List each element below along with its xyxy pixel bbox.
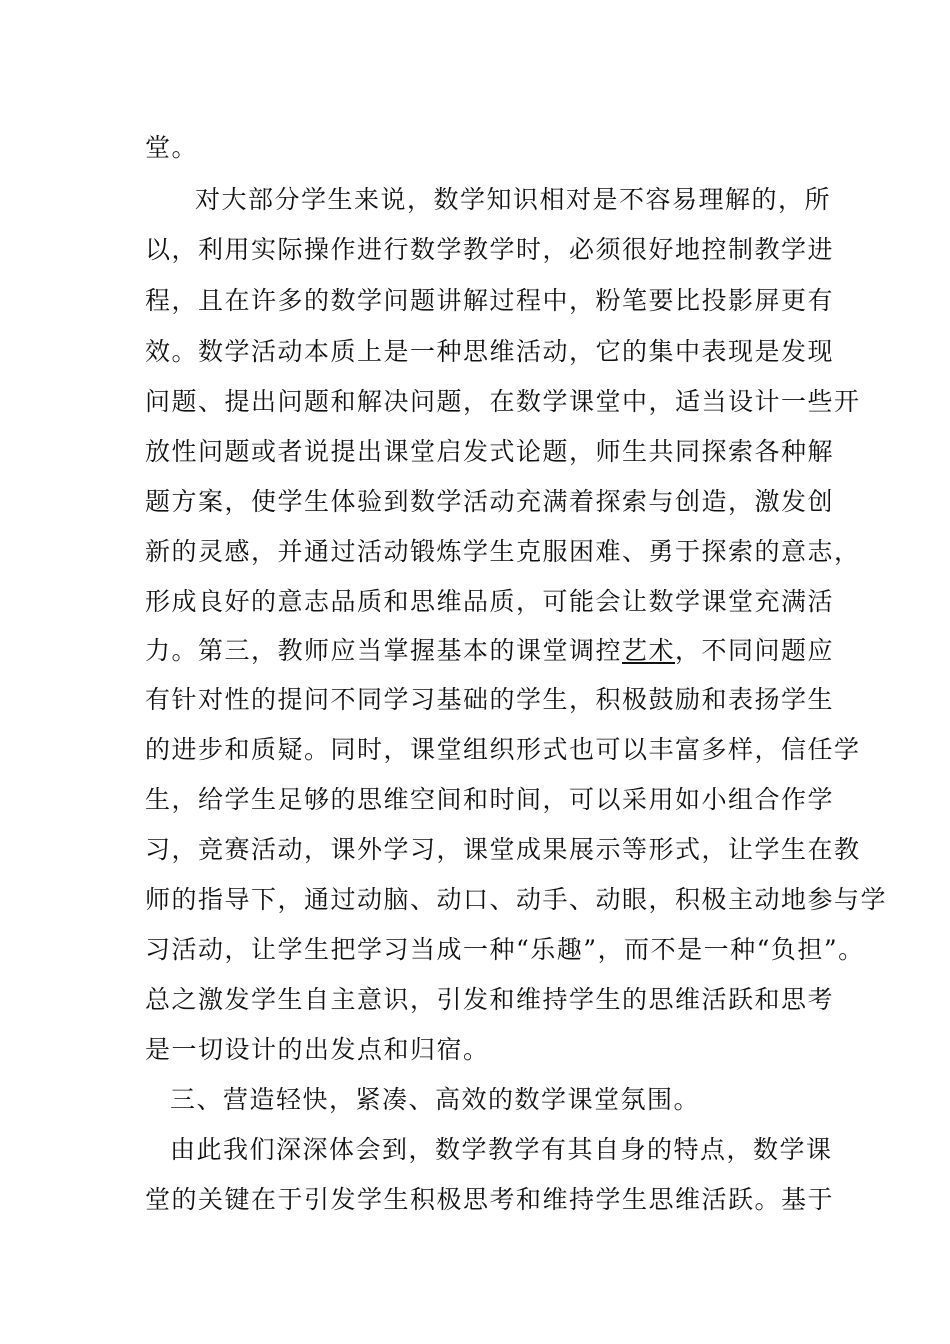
paragraph-line: 对大部分学生来说，数学知识相对是不容易理解的，所: [195, 185, 832, 214]
paragraph-line: 堂的关键在于引发学生积极思考和维持学生思维活跃。基于: [145, 1185, 835, 1214]
paragraph-line: 生，给学生足够的思维空间和时间，可以采用如小组合作学: [145, 785, 835, 814]
paragraph-line: 效。数学活动本质上是一种思维活动，它的集中表现是发现: [145, 337, 835, 366]
paragraph-line: 堂。: [145, 133, 199, 162]
paragraph-line: 放性问题或者说提出课堂启发式论题，师生共同探索各种解: [145, 437, 835, 466]
paragraph-line: 题方案，使学生体验到数学活动充满着探索与创造，激发创: [145, 487, 835, 516]
section-heading: 三、营造轻快，紧凑、高效的数学课堂氛围。: [170, 1085, 701, 1114]
paragraph-line: 的进步和质疑。同时，课堂组织形式也可以丰富多样，信任学: [145, 735, 861, 764]
paragraph-line: 习活动，让学生把学习当成一种“乐趣”，而不是一种“负担”。: [145, 935, 865, 964]
paragraph-line: 问题、提出问题和解决问题，在数学课堂中，适当设计一些开: [145, 387, 861, 416]
paragraph-line: 总之激发学生自主意识，引发和维持学生的思维活跃和思考: [145, 985, 835, 1014]
paragraph-line-with-link: [145, 631, 834, 671]
paragraph-line: 由此我们深深体会到，数学教学有其自身的特点，数学课: [170, 1135, 833, 1164]
line-text-after-link: ，不同问题应: [675, 636, 835, 665]
paragraph-line: 新的灵感，并通过活动锻炼学生克服困难、勇于探索的意志，: [145, 537, 861, 566]
paragraph-line: 习，竞赛活动，课外学习，课堂成果展示等形式，让学生在教: [145, 835, 861, 864]
paragraph-line: 是一切设计的出发点和归宿。: [145, 1035, 490, 1064]
paragraph-line: 形成良好的意志品质和思维品质，可能会让数学课堂充满活: [145, 587, 835, 616]
paragraph-line: 以，利用实际操作进行数学教学时，必须很好地控制教学进: [145, 235, 835, 264]
paragraph-line: 有针对性的提问不同学习基础的学生，积极鼓励和表扬学生: [145, 685, 835, 714]
paragraph-line: 程，且在许多的数学问题讲解过程中，粉笔要比投影屏更有: [145, 286, 835, 315]
paragraph-line: 师的指导下，通过动脑、动口、动手、动眼，积极主动地参与学: [145, 885, 888, 914]
line-text-before-link: 力。第三，教师应当掌握基本的课堂调控: [145, 636, 623, 665]
art-link[interactable]: 艺术: [622, 636, 676, 665]
